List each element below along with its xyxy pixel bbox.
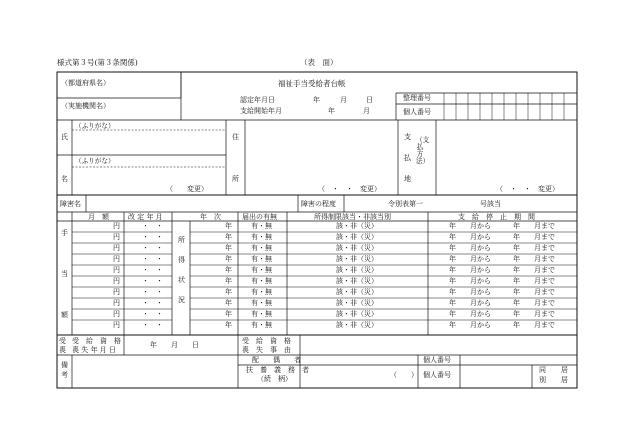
row-revision: ・ ・ <box>142 233 163 241</box>
row-year: 年 <box>225 321 232 329</box>
row-to: 年 月まで <box>513 310 555 318</box>
name-shi: 氏 <box>61 133 68 141</box>
row-to: 年 月まで <box>513 222 555 230</box>
row-yen: 円 <box>113 255 120 263</box>
pay-start-label: 支給開始年月 <box>240 107 282 115</box>
row-from: 年 月から <box>449 321 491 329</box>
row-yen: 円 <box>113 233 120 241</box>
row-yen: 円 <box>113 321 120 329</box>
row-income: 該・非（災） <box>336 321 378 329</box>
row-revision: ・ ・ <box>142 288 163 296</box>
lost-date: 年 月 日 <box>150 341 199 349</box>
lost-reason-label-1: 受 給 資 格 <box>242 337 291 345</box>
row-income: 該・非（災） <box>336 310 378 318</box>
row-to: 年 月まで <box>513 255 555 263</box>
col-revision: 改 定 年 月 <box>128 213 163 221</box>
row-from: 年 月から <box>449 310 491 318</box>
personal-number-label: 個人番号 <box>403 108 431 116</box>
row-income: 該・非（災） <box>336 277 378 285</box>
relation-paren: （ ） <box>390 371 418 379</box>
row-year: 年 <box>225 255 232 263</box>
disability-degree-label: 障害の程度 <box>301 200 336 208</box>
page-side: （表 面） <box>300 58 338 67</box>
supporter-label: 扶 養 義 務 者 <box>246 366 309 374</box>
row-filing: 有・無 <box>251 299 272 307</box>
pay-harai: 払 <box>404 154 411 162</box>
mgmt-number-label: 整理番号 <box>403 94 431 102</box>
row-income: 該・非（災） <box>336 233 378 241</box>
row-from: 年 月から <box>449 222 491 230</box>
supporter-personal-no: 個人番号 <box>423 371 451 379</box>
lost-date-label-1: 受 給 資 格 <box>72 337 121 345</box>
row-to: 年 月まで <box>513 277 555 285</box>
cohabit-same: 同 <box>539 366 546 374</box>
row-year: 年 <box>225 299 232 307</box>
row-yen: 円 <box>113 277 120 285</box>
row-to: 年 月まで <box>513 266 555 274</box>
furigana-1: （ふりがな） <box>75 122 115 130</box>
row-revision: ・ ・ <box>142 310 163 318</box>
row-income: 該・非（災） <box>336 244 378 252</box>
side-te: 手 <box>61 229 68 237</box>
row-filing: 有・無 <box>251 255 272 263</box>
spouse-personal-no: 個人番号 <box>423 356 451 364</box>
side-toku: 得 <box>178 256 185 264</box>
row-income: 該・非（災） <box>336 255 378 263</box>
name-change: （ 変更） <box>166 185 208 193</box>
side-jyou: 状 <box>178 276 185 284</box>
row-income: 該・非（災） <box>336 266 378 274</box>
lost-mark-2: 喪 <box>59 346 66 354</box>
row-filing: 有・無 <box>251 277 272 285</box>
row-to: 年 月まで <box>513 299 555 307</box>
side-gaku: 額 <box>61 311 68 319</box>
ledger-title: 福祉手当受給者台帳 <box>278 79 346 88</box>
pay-start-year: 年 <box>328 107 335 115</box>
lost-reason-label-2: 喪 失 事 由 <box>242 346 291 354</box>
side-sho: 所 <box>178 236 185 244</box>
row-revision: ・ ・ <box>142 255 163 263</box>
row-yen: 円 <box>113 310 120 318</box>
row-yen: 円 <box>113 266 120 274</box>
row-revision: ・ ・ <box>142 299 163 307</box>
spouse-label: 配 偶 者 <box>252 356 301 364</box>
row-to: 年 月まで <box>513 321 555 329</box>
row-from: 年 月から <box>449 255 491 263</box>
lost-date-label-2: 喪 失 年 月 日 <box>72 346 116 354</box>
row-income: 該・非（災） <box>336 222 378 230</box>
address-jyu: 住 <box>232 133 239 141</box>
row-revision: ・ ・ <box>142 321 163 329</box>
pay-start-month: 月 <box>363 107 370 115</box>
address-sho: 所 <box>232 175 239 183</box>
row-year: 年 <box>225 244 232 252</box>
row-from: 年 月から <box>449 288 491 296</box>
row-filing: 有・無 <box>251 321 272 329</box>
row-income: 該・非（災） <box>336 288 378 296</box>
side-tou: 当 <box>61 270 68 278</box>
row-to: 年 月まで <box>513 288 555 296</box>
pay-shi: 支 <box>404 133 411 141</box>
row-from: 年 月から <box>449 233 491 241</box>
row-revision: ・ ・ <box>142 222 163 230</box>
cert-year: 年 <box>313 96 320 104</box>
cert-month: 月 <box>340 96 347 104</box>
notes-kou: 考 <box>61 371 68 379</box>
col-filing: 届出の有無 <box>242 213 277 221</box>
relation-label: （続 柄） <box>257 375 292 383</box>
row-income: 該・非（災） <box>336 299 378 307</box>
cert-date-label: 認定年月日 <box>240 96 275 104</box>
row-yen: 円 <box>113 288 120 296</box>
row-to: 年 月まで <box>513 233 555 241</box>
prefecture-label: （都道府県名） <box>61 79 110 87</box>
form-number: 様式第３号(第３条関係) <box>57 58 138 67</box>
col-suspension: 支 給 停 止 期 間 <box>458 213 535 221</box>
pay-method: （支払方法） <box>416 136 430 165</box>
col-year: 年 次 <box>200 213 221 221</box>
row-yen: 円 <box>113 299 120 307</box>
row-from: 年 月から <box>449 244 491 252</box>
lost-mark-1: 受 <box>59 337 66 345</box>
row-from: 年 月から <box>449 299 491 307</box>
row-filing: 有・無 <box>251 222 272 230</box>
row-filing: 有・無 <box>251 310 272 318</box>
col-income: 所得制限該当・非該当別 <box>314 213 391 221</box>
cert-day: 日 <box>366 96 373 104</box>
row-revision: ・ ・ <box>142 277 163 285</box>
row-to: 年 月まで <box>513 244 555 252</box>
furigana-2: （ふりがな） <box>75 157 115 165</box>
row-filing: 有・無 <box>251 288 272 296</box>
row-yen: 円 <box>113 244 120 252</box>
notes-bi: 備 <box>61 361 68 369</box>
row-yen: 円 <box>113 222 120 230</box>
address-change: （ ・ ・ 変更） <box>318 185 381 193</box>
cohabit-residence-1: 居 <box>561 366 568 374</box>
disability-table-label: 令別表第一 <box>388 200 423 208</box>
agency-label: （実施機関名） <box>61 102 110 110</box>
side-kyou: 況 <box>178 296 185 304</box>
name-mei: 名 <box>61 175 68 183</box>
row-revision: ・ ・ <box>142 244 163 252</box>
row-from: 年 月から <box>449 277 491 285</box>
disability-item-label: 号該当 <box>480 200 501 208</box>
pay-chi: 地 <box>404 175 411 183</box>
row-year: 年 <box>225 233 232 241</box>
cohabit-separate: 別 <box>539 376 546 384</box>
cohabit-residence-2: 居 <box>561 376 568 384</box>
row-revision: ・ ・ <box>142 266 163 274</box>
row-year: 年 <box>225 288 232 296</box>
row-year: 年 <box>225 266 232 274</box>
row-year: 年 <box>225 222 232 230</box>
row-filing: 有・無 <box>251 244 272 252</box>
disability-name-label: 障害名 <box>60 200 81 208</box>
pay-change: （ ・ ・ 変更） <box>496 185 559 193</box>
row-year: 年 <box>225 310 232 318</box>
col-month-amount: 月 額 <box>88 213 109 221</box>
row-filing: 有・無 <box>251 233 272 241</box>
row-filing: 有・無 <box>251 266 272 274</box>
row-from: 年 月から <box>449 266 491 274</box>
row-year: 年 <box>225 277 232 285</box>
